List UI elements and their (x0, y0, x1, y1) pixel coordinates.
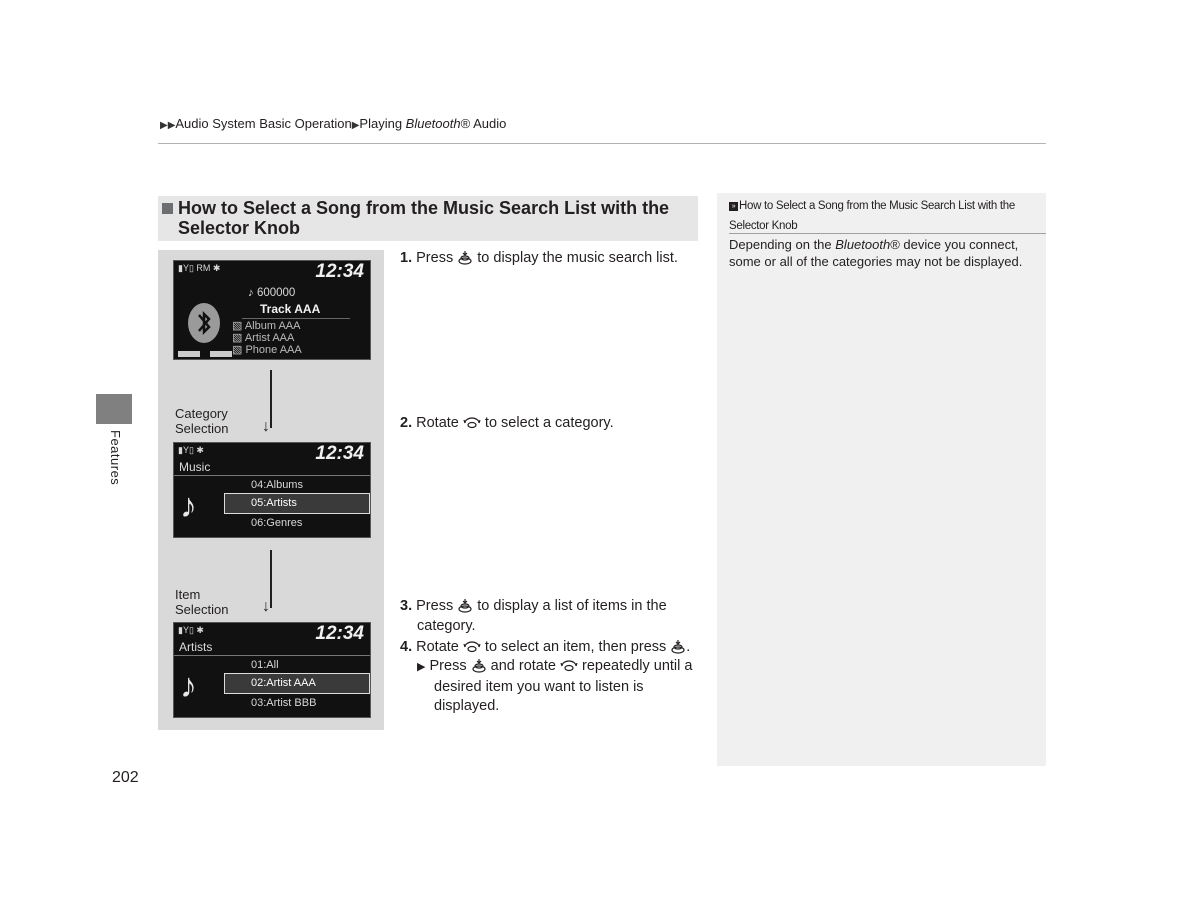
signal-status-icon: ▮Y▯ RM ✱ (178, 263, 221, 273)
side-tab-marker (96, 394, 132, 424)
section-heading (158, 196, 698, 241)
step-3: 3. Press to display a list of items in the category. (400, 598, 667, 634)
display-screen-playback (173, 260, 371, 360)
bluetooth-icon (188, 303, 220, 343)
bullet-arrow-icon: ▶ (417, 661, 426, 673)
step-1: 1. Press to display the music search list. (400, 250, 678, 266)
music-note-icon: ♪ (180, 667, 197, 705)
section-square-icon (162, 203, 173, 214)
list-header: Music (179, 460, 211, 474)
breadcrumb-part2-italic: Bluetooth (405, 116, 461, 131)
track-title: Track AAA (260, 302, 321, 316)
reference-icon: » (729, 202, 738, 211)
display-screen-category (173, 442, 371, 538)
flow-arrow-line (270, 370, 272, 428)
header-divider (174, 475, 370, 476)
signal-status-icon: ▮Y▯ ✱ (178, 625, 204, 635)
music-note-icon: ♪ (180, 487, 197, 525)
clock: 12:34 (315, 623, 364, 644)
selected-list-item[interactable] (224, 493, 370, 514)
down-arrow-icon: ↓ (262, 598, 270, 615)
breadcrumb-arrow-icon: ▶ (351, 120, 360, 131)
artist-row: ▧ Artist AAA (232, 332, 295, 344)
display-screen-items (173, 622, 371, 718)
breadcrumb-part2-suffix: ® Audio (460, 116, 507, 131)
rotate-knob-icon (463, 639, 481, 655)
rotate-knob-icon (560, 658, 578, 674)
breadcrumb (160, 116, 506, 131)
track-number: ♪ 600000 (248, 287, 296, 299)
list-header: Artists (179, 640, 213, 654)
pause-icon (210, 351, 232, 357)
sidebar-note-text: Depending on the Bluetooth® device you connect, some or all of the categories may not be displayed. (729, 237, 1023, 269)
clock: 12:34 (315, 261, 364, 282)
breadcrumb-part1: Audio System Basic Operation (175, 116, 352, 131)
phone-row: ▧ Phone AAA (232, 344, 302, 356)
list-item[interactable]: 06:Genres (251, 517, 303, 529)
press-knob-icon (457, 598, 473, 614)
illustration-panel (158, 250, 384, 730)
selected-list-item[interactable] (224, 673, 370, 694)
signal-status-icon: ▮Y▯ ✱ (178, 445, 204, 455)
list-item[interactable]: 03:Artist BBB (251, 697, 317, 709)
press-knob-icon (471, 658, 487, 674)
step-2: 2. Rotate to select a category. (400, 415, 614, 431)
list-item[interactable]: 04:Albums (251, 479, 303, 491)
sidebar-ref-title: » How to Select a Song from the Music Search List with the Selector Knob (729, 200, 1015, 232)
press-knob-icon (457, 250, 473, 266)
sidebar-divider (729, 233, 1046, 234)
header-divider (158, 143, 1046, 144)
selected-item-label: 02:Artist AAA (251, 677, 316, 689)
selected-item-label: 05:Artists (251, 497, 297, 509)
album-row: ▧ Album AAA (232, 320, 301, 332)
page-number: 202 (112, 769, 139, 786)
category-selection-label: Category Selection (175, 406, 229, 436)
rotate-knob-icon (463, 415, 481, 431)
flow-arrow-line (270, 550, 272, 608)
header-divider (174, 655, 370, 656)
press-knob-icon (670, 639, 686, 655)
item-selection-label: Item Selection (175, 587, 229, 617)
play-icon (178, 351, 200, 357)
breadcrumb-part2-prefix: Playing (359, 116, 406, 131)
section-title: How to Select a Song from the Music Search List with the Selector Knob (178, 198, 670, 238)
list-item[interactable]: 01:All (251, 659, 279, 671)
breadcrumb-arrow-icon: ▶▶ (160, 120, 176, 131)
clock: 12:34 (315, 443, 364, 464)
side-tab-label: Features (108, 430, 123, 486)
step-4: 4. Rotate to select an item, then press . (400, 639, 691, 655)
sidebar-note (717, 193, 1046, 766)
down-arrow-icon: ↓ (262, 418, 270, 435)
step-4-subnote: ▶ Press and rotate repeatedly until a desired item you want to listen is displayed. (417, 658, 693, 714)
